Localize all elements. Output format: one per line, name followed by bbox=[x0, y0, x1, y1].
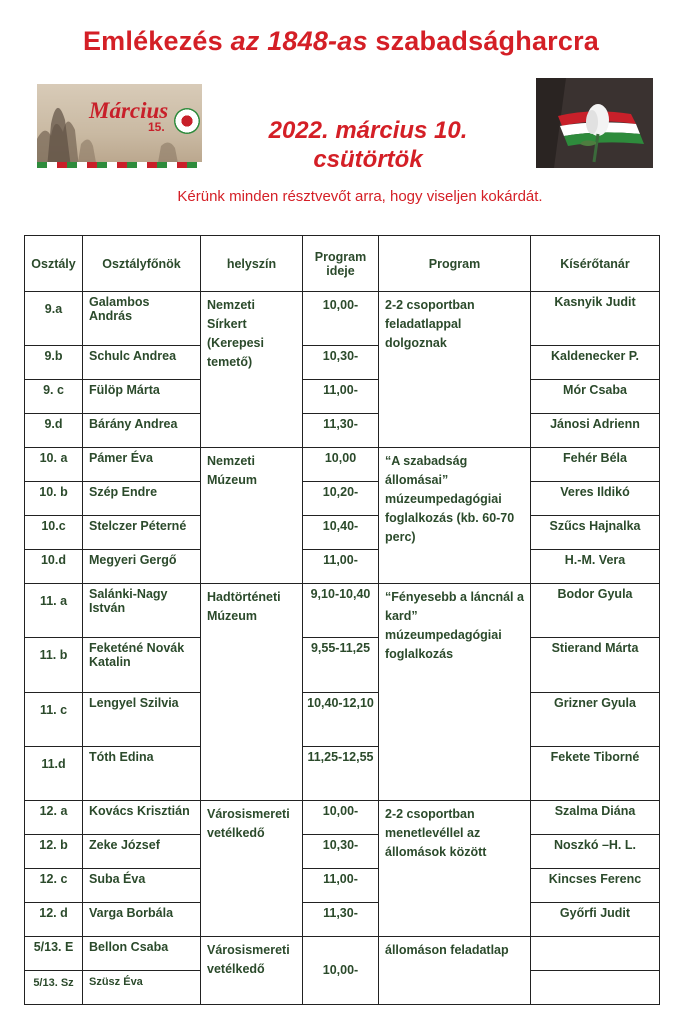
header-accompanying-teacher: Kísérőtanár bbox=[531, 236, 660, 292]
class-cell: 9.a bbox=[25, 292, 83, 346]
accompanying-teacher-cell: Győrfi Judit bbox=[531, 902, 660, 936]
cockade-notice: Kérünk minden résztvevőt arra, hogy viseljen kokárdát. bbox=[177, 188, 543, 205]
homeroom-teacher-cell: Lengyel Szilvia bbox=[83, 692, 201, 746]
class-cell: 10.c bbox=[25, 516, 83, 550]
time-cell: 11,00- bbox=[303, 380, 379, 414]
program-cell: “A szabadság állomásai” múzeumpedagógiai foglalkozás (kb. 60-70 perc) bbox=[379, 448, 531, 584]
header-program-time: Program ideje bbox=[303, 236, 379, 292]
homeroom-teacher-cell: Suba Éva bbox=[83, 868, 201, 902]
accompanying-teacher-cell: Bodor Gyula bbox=[531, 584, 660, 638]
program-cell: 2-2 csoportban feladatlappal dolgoznak bbox=[379, 292, 531, 448]
accompanying-teacher-cell: Jánosi Adrienn bbox=[531, 414, 660, 448]
accompanying-teacher-cell: Kasnyik Judit bbox=[531, 292, 660, 346]
time-cell: 11,30- bbox=[303, 902, 379, 936]
homeroom-teacher-cell: Galambos András bbox=[83, 292, 201, 346]
time-cell: 10,00- bbox=[303, 936, 379, 1004]
homeroom-teacher-cell: Tóth Edina bbox=[83, 746, 201, 800]
time-cell: 10,40- bbox=[303, 516, 379, 550]
homeroom-teacher-cell: Megyeri Gergő bbox=[83, 550, 201, 584]
program-cell: 2-2 csoportban menetlevéllel az állomások között bbox=[379, 800, 531, 936]
accompanying-teacher-cell: H.-M. Vera bbox=[531, 550, 660, 584]
class-cell: 5/13. E bbox=[25, 936, 83, 970]
marcius-15-banner-image bbox=[37, 84, 202, 168]
class-cell: 10.d bbox=[25, 550, 83, 584]
accompanying-teacher-cell bbox=[531, 970, 660, 1004]
homeroom-teacher-cell: Fülöp Márta bbox=[83, 380, 201, 414]
table-row bbox=[25, 936, 660, 970]
accompanying-teacher-cell: Szalma Diána bbox=[531, 800, 660, 834]
class-cell: 12. b bbox=[25, 834, 83, 868]
homeroom-teacher-cell: Szép Endre bbox=[83, 482, 201, 516]
homeroom-teacher-cell: Kovács Krisztián bbox=[83, 800, 201, 834]
header-program: Program bbox=[379, 236, 531, 292]
class-cell: 10. a bbox=[25, 448, 83, 482]
marcius-word: Március bbox=[89, 98, 169, 123]
location-cell: Nemzeti Múzeum bbox=[201, 448, 303, 584]
time-cell: 9,10-10,40 bbox=[303, 584, 379, 638]
table-row bbox=[25, 482, 660, 516]
homeroom-teacher-cell: Varga Borbála bbox=[83, 902, 201, 936]
table-row bbox=[25, 902, 660, 936]
cockade-icon bbox=[174, 108, 200, 134]
table-row bbox=[25, 516, 660, 550]
class-cell: 12. a bbox=[25, 800, 83, 834]
table-row bbox=[25, 746, 660, 800]
location-cell: Városismereti vetélkedő bbox=[201, 936, 303, 1004]
schedule-table bbox=[24, 235, 660, 1005]
table-row bbox=[25, 692, 660, 746]
time-cell: 11,00- bbox=[303, 868, 379, 902]
accompanying-teacher-cell: Mór Csaba bbox=[531, 380, 660, 414]
time-cell: 11,25-12,55 bbox=[303, 746, 379, 800]
homeroom-teacher-cell: Pámer Éva bbox=[83, 448, 201, 482]
table-row bbox=[25, 834, 660, 868]
time-cell: 10,30- bbox=[303, 834, 379, 868]
homeroom-teacher-cell: Schulc Andrea bbox=[83, 346, 201, 380]
table-row bbox=[25, 414, 660, 448]
class-cell: 12. d bbox=[25, 902, 83, 936]
time-cell: 10,40-12,10 bbox=[303, 692, 379, 746]
header-location: helyszín bbox=[201, 236, 303, 292]
homeroom-teacher-cell: Bellon Csaba bbox=[83, 936, 201, 970]
homeroom-teacher-cell: Zeke József bbox=[83, 834, 201, 868]
date-line: 2022. március 10. bbox=[268, 117, 468, 144]
class-cell: 11.d bbox=[25, 746, 83, 800]
accompanying-teacher-cell: Kaldenecker P. bbox=[531, 346, 660, 380]
location-cell: Városismereti vetélkedő bbox=[201, 800, 303, 936]
accompanying-teacher-cell: Grizner Gyula bbox=[531, 692, 660, 746]
time-cell: 10,00- bbox=[303, 292, 379, 346]
date-number: 15. bbox=[148, 120, 165, 134]
time-cell: 11,30- bbox=[303, 414, 379, 448]
class-cell: 11. b bbox=[25, 638, 83, 692]
accompanying-teacher-cell: Fehér Béla bbox=[531, 448, 660, 482]
homeroom-teacher-cell: Stelczer Péterné bbox=[83, 516, 201, 550]
table-row bbox=[25, 292, 660, 346]
accompanying-teacher-cell: Kincses Ferenc bbox=[531, 868, 660, 902]
accompanying-teacher-cell: Noszkó –H. L. bbox=[531, 834, 660, 868]
accompanying-teacher-cell: Veres Ildikó bbox=[531, 482, 660, 516]
table-row bbox=[25, 346, 660, 380]
event-date bbox=[218, 116, 518, 174]
homeroom-teacher-cell: Bárány Andrea bbox=[83, 414, 201, 448]
table-row bbox=[25, 868, 660, 902]
time-cell: 10,00- bbox=[303, 800, 379, 834]
program-cell: állomáson feladatlap bbox=[379, 936, 531, 1004]
header-homeroom-teacher: Osztályfőnök bbox=[83, 236, 201, 292]
time-cell: 11,00- bbox=[303, 550, 379, 584]
table-header-row bbox=[25, 236, 660, 292]
class-cell: 10. b bbox=[25, 482, 83, 516]
table-row bbox=[25, 550, 660, 584]
homeroom-teacher-cell: Feketéné Novák Katalin bbox=[83, 638, 201, 692]
time-cell: 10,30- bbox=[303, 346, 379, 380]
tricolor-flower-image bbox=[536, 78, 653, 168]
accompanying-teacher-cell bbox=[531, 936, 660, 970]
class-cell: 11. a bbox=[25, 584, 83, 638]
class-cell: 12. c bbox=[25, 868, 83, 902]
table-row bbox=[25, 638, 660, 692]
accompanying-teacher-cell: Fekete Tiborné bbox=[531, 746, 660, 800]
class-cell: 9.d bbox=[25, 414, 83, 448]
tricolor-strip bbox=[37, 162, 202, 168]
time-cell: 10,00 bbox=[303, 448, 379, 482]
table-row bbox=[25, 800, 660, 834]
class-cell: 9. c bbox=[25, 380, 83, 414]
homeroom-teacher-cell: Salánki-Nagy István bbox=[83, 584, 201, 638]
class-cell: 11. c bbox=[25, 692, 83, 746]
table-row bbox=[25, 380, 660, 414]
accompanying-teacher-cell: Szűcs Hajnalka bbox=[531, 516, 660, 550]
homeroom-teacher-cell: Szüsz Éva bbox=[83, 970, 201, 1004]
table-row bbox=[25, 448, 660, 482]
page-title: Emlékezés az 1848-as szabadságharcra bbox=[82, 26, 600, 56]
accompanying-teacher-cell: Stierand Márta bbox=[531, 638, 660, 692]
location-cell: Nemzeti Sírkert (Kerepesi temető) bbox=[201, 292, 303, 448]
weekday-line: csütörtök bbox=[313, 146, 423, 173]
time-cell: 9,55-11,25 bbox=[303, 638, 379, 692]
class-cell: 9.b bbox=[25, 346, 83, 380]
time-cell: 10,20- bbox=[303, 482, 379, 516]
table-row bbox=[25, 584, 660, 638]
tricolor-ribbon-flower-icon bbox=[536, 78, 653, 168]
location-cell: Hadtörténeti Múzeum bbox=[201, 584, 303, 800]
program-cell: “Fényesebb a láncnál a kard” múzeumpedagógiai foglalkozás bbox=[379, 584, 531, 800]
header-class: Osztály bbox=[25, 236, 83, 292]
class-cell: 5/13. Sz bbox=[25, 970, 83, 1004]
